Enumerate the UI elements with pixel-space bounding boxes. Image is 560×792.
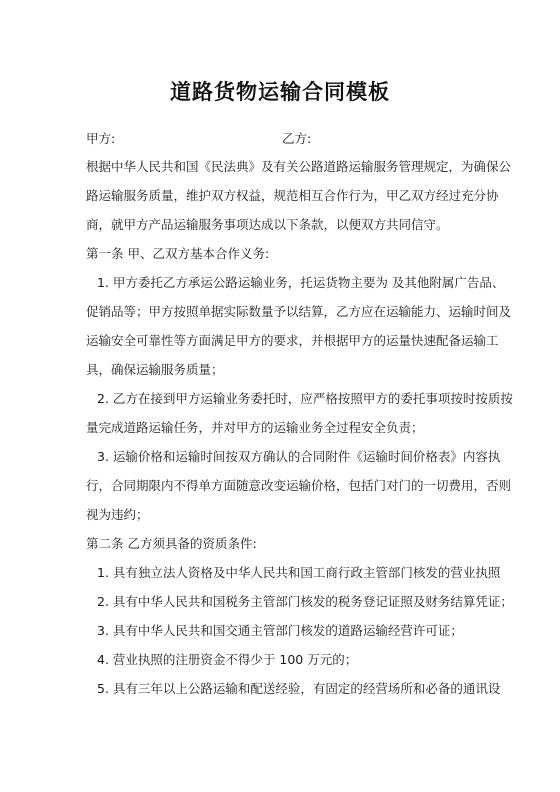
article1-item-line: 具，确保运输服务质量； [86,362,224,377]
article2-item: 3. 具有中华人民共和国交通主管部门核发的道路运输经营许可证； [97,623,463,638]
article1-item-line: 促销品等；甲方按照单据实际数量予以结算，乙方应在运输能力、运输时间及 [86,304,512,319]
article2-item: 4. 营业执照的注册资金不得少于 100 万元的； [97,652,358,667]
document-title: 道路货物运输合同模板 [170,80,390,104]
preamble-line: 路运输服务质量，维护双方权益，规范相互合作行为，甲乙双方经过充分协 [86,188,499,203]
preamble-line: 根据中华人民共和国《民法典》及有关公路道路运输服务管理规定，为确保公 [86,159,512,174]
article-heading: 第一条 甲、乙双方基本合作义务: [86,246,270,261]
article2-item: 2. 具有中华人民共和国税务主管部门核发的税务登记证照及财务结算凭证； [97,594,513,609]
article1-item-line: 行，合同期限内不得单方面随意改变运输价格，包括门对门的一切费用，否则 [86,478,512,493]
article-heading: 第二条 乙方须具备的资质条件: [86,536,257,551]
article1-item-line: 2. 乙方在接到甲方运输业务委托时，应严格按照甲方的委托事项按时按质按 [97,391,513,406]
article2-item: 1. 具有独立法人资格及中华人民共和国工商行政主管部门核发的营业执照 [97,565,501,580]
party-b-label: 乙方: [282,131,312,146]
article1-item-line: 量完成道路运输任务，并对甲方的运输业务全过程安全负责； [86,420,424,435]
parties-row [86,129,486,149]
article1-item-line: 3. 运输价格和运输时间按双方确认的合同附件《运输时间价格表》内容执 [97,449,501,464]
article1-item-line: 1. 甲方委托乙方承运公路运输业务，托运货物主要为 及其他附属广告品、 [97,275,505,290]
party-a-label: 甲方: [86,131,116,146]
article1-item-line: 视为违约； [86,507,149,522]
preamble-line: 商，就甲方产品运输服务事项达成以下条款，以便双方共同信守。 [86,217,449,232]
article1-item-line: 运输安全可靠性等方面满足甲方的要求，并根据甲方的运量快速配备运输工 [86,333,499,348]
article2-item: 5. 具有三年以上公路运输和配送经验，有固定的经营场所和必备的通讯设 [97,681,501,696]
